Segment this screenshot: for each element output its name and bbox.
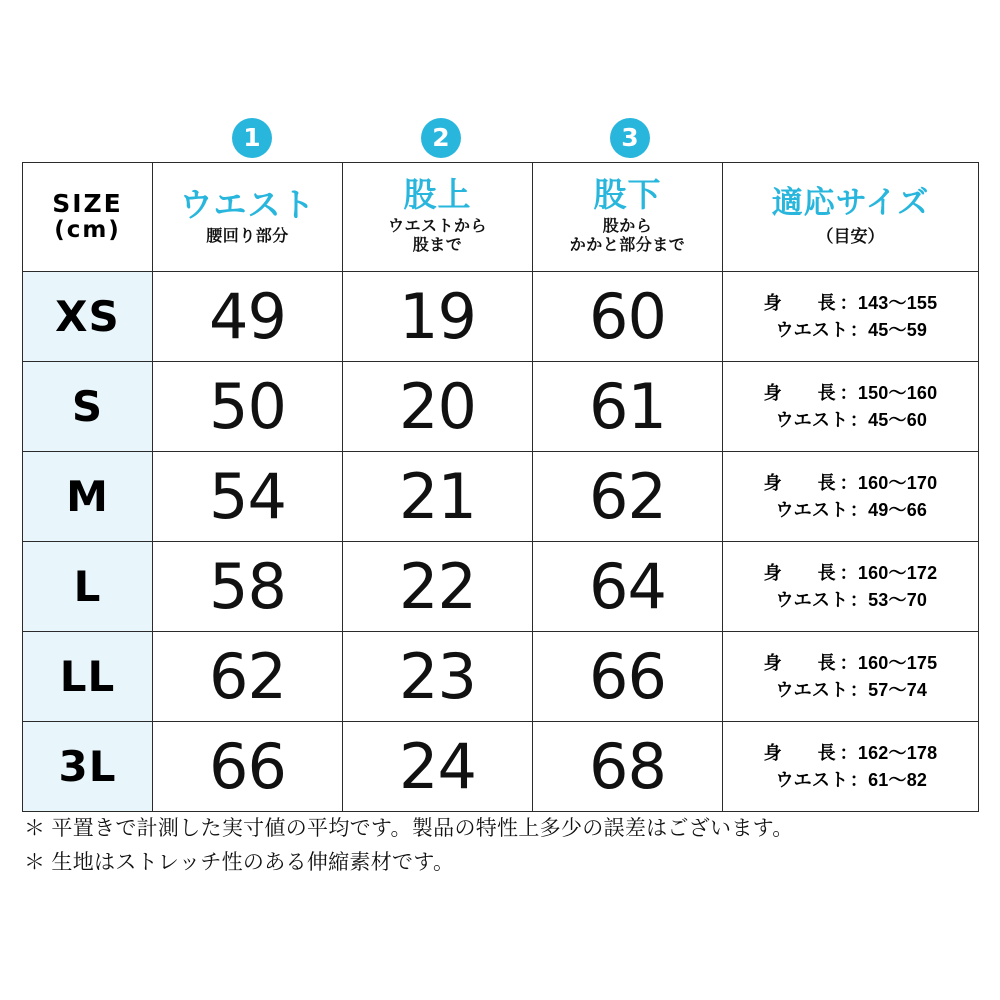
table-row — [23, 452, 979, 542]
fit-height-line — [723, 650, 978, 676]
cell-size: M — [23, 452, 153, 542]
fit-sep: ： — [839, 653, 858, 674]
fit-height-line — [723, 380, 978, 406]
table-row — [23, 362, 979, 452]
fit-height-value: 160〜172 — [857, 563, 938, 584]
cell-size: 3L — [23, 722, 153, 812]
table-row — [23, 632, 979, 722]
table-row — [23, 722, 979, 812]
table-body — [23, 272, 979, 812]
fit-height-line — [723, 560, 978, 586]
fit-height-label: 身 長 — [763, 383, 845, 404]
cell-waist: 66 — [153, 722, 343, 812]
header-rise-sub-line1: ウエストから — [387, 217, 487, 235]
fit-sep: ： — [849, 409, 869, 430]
cell-inseam: 66 — [533, 632, 723, 722]
cell-waist: 49 — [153, 272, 343, 362]
fit-height-line — [723, 470, 978, 496]
fit-height-label: 身 長 — [763, 473, 845, 494]
table-row — [23, 542, 979, 632]
fit-height-value: 162〜178 — [857, 743, 938, 764]
cell-inseam: 68 — [533, 722, 723, 812]
cell-rise: 21 — [343, 452, 533, 542]
step-badges — [0, 118, 1000, 162]
fit-waist-value: 49〜66 — [868, 499, 928, 520]
fit-waist-line — [723, 497, 978, 523]
header-size-label: SIZE — [52, 189, 123, 219]
header-fit-sub: （目安） — [816, 227, 885, 247]
cell-size: XS — [23, 272, 153, 362]
header-waist-sub: 腰回り部分 — [206, 227, 289, 245]
fit-height-value: 150〜160 — [857, 383, 938, 404]
cell-inseam: 64 — [533, 542, 723, 632]
cell-rise: 24 — [343, 722, 533, 812]
cell-waist: 50 — [153, 362, 343, 452]
fit-height-line — [723, 290, 978, 316]
fit-height-value: 160〜170 — [857, 473, 938, 494]
fit-waist-line — [723, 587, 978, 613]
fit-sep: ： — [849, 499, 869, 520]
fit-waist-line — [723, 677, 978, 703]
fit-sep: ： — [849, 319, 869, 340]
fit-waist-value: 45〜60 — [868, 409, 928, 430]
fit-height-label: 身 長 — [763, 563, 845, 584]
notes — [24, 812, 980, 880]
cell-rise: 23 — [343, 632, 533, 722]
fit-height-label: 身 長 — [763, 743, 845, 764]
fit-sep: ： — [839, 743, 858, 764]
header-size — [23, 163, 153, 272]
fit-waist-value: 53〜70 — [868, 589, 928, 610]
cell-waist: 62 — [153, 632, 343, 722]
step-badge-2: 2 — [421, 118, 461, 158]
fit-waist-label: ウエスト — [775, 499, 849, 520]
step-badge-1: 1 — [232, 118, 272, 158]
header-waist — [153, 163, 343, 272]
fit-height-label: 身 長 — [763, 653, 845, 674]
cell-waist: 54 — [153, 452, 343, 542]
fit-height-label: 身 長 — [763, 293, 845, 314]
fit-sep: ： — [849, 769, 869, 790]
header-inseam — [533, 163, 723, 272]
fit-waist-label: ウエスト — [775, 319, 849, 340]
fit-sep: ： — [839, 383, 858, 404]
fit-waist-value: 61〜82 — [868, 769, 928, 790]
fit-sep: ： — [839, 563, 858, 584]
step-badge-3: 3 — [610, 118, 650, 158]
fit-sep: ： — [839, 473, 858, 494]
header-inseam-main: 股下 — [593, 176, 662, 214]
cell-size: L — [23, 542, 153, 632]
fit-sep: ： — [849, 589, 869, 610]
cell-fit — [723, 362, 979, 452]
header-fit-main: 適応サイズ — [771, 184, 930, 220]
header-rise — [343, 163, 533, 272]
size-table — [22, 162, 979, 812]
fit-waist-label: ウエスト — [775, 679, 849, 700]
cell-waist: 58 — [153, 542, 343, 632]
cell-fit — [723, 542, 979, 632]
cell-size: LL — [23, 632, 153, 722]
fit-height-line — [723, 740, 978, 766]
cell-rise: 20 — [343, 362, 533, 452]
cell-fit — [723, 272, 979, 362]
header-fit — [723, 163, 979, 272]
header-inseam-sub-line2: かかと部分まで — [569, 237, 686, 255]
header-rise-main: 股上 — [403, 176, 472, 214]
note-line-1: ＊ 平置きで計測した実寸値の平均です。製品の特性上多少の誤差はございます。 — [24, 817, 794, 840]
header-size-unit: (cm) — [54, 217, 121, 244]
cell-fit — [723, 722, 979, 812]
fit-waist-line — [723, 767, 978, 793]
fit-sep: ： — [849, 679, 869, 700]
table-row — [23, 272, 979, 362]
cell-rise: 19 — [343, 272, 533, 362]
cell-inseam: 62 — [533, 452, 723, 542]
table-header — [23, 163, 979, 272]
cell-inseam: 61 — [533, 362, 723, 452]
fit-waist-label: ウエスト — [775, 589, 849, 610]
cell-rise: 22 — [343, 542, 533, 632]
fit-waist-line — [723, 317, 978, 343]
header-rise-sub-line2: 股まで — [412, 237, 463, 255]
cell-fit — [723, 452, 979, 542]
header-waist-main: ウエスト — [179, 185, 316, 223]
fit-waist-value: 57〜74 — [868, 679, 928, 700]
fit-waist-line — [723, 407, 978, 433]
fit-height-value: 143〜155 — [857, 293, 938, 314]
fit-waist-label: ウエスト — [775, 409, 849, 430]
cell-fit — [723, 632, 979, 722]
fit-waist-label: ウエスト — [775, 769, 849, 790]
cell-size: S — [23, 362, 153, 452]
table-header-row — [23, 163, 979, 272]
fit-height-value: 160〜175 — [857, 653, 938, 674]
fit-waist-value: 45〜59 — [868, 319, 928, 340]
fit-sep: ： — [839, 293, 858, 314]
header-inseam-sub-line1: 股から — [602, 217, 653, 235]
note-line-2: ＊ 生地はストレッチ性のある伸縮素材です。 — [24, 851, 455, 875]
cell-inseam: 60 — [533, 272, 723, 362]
